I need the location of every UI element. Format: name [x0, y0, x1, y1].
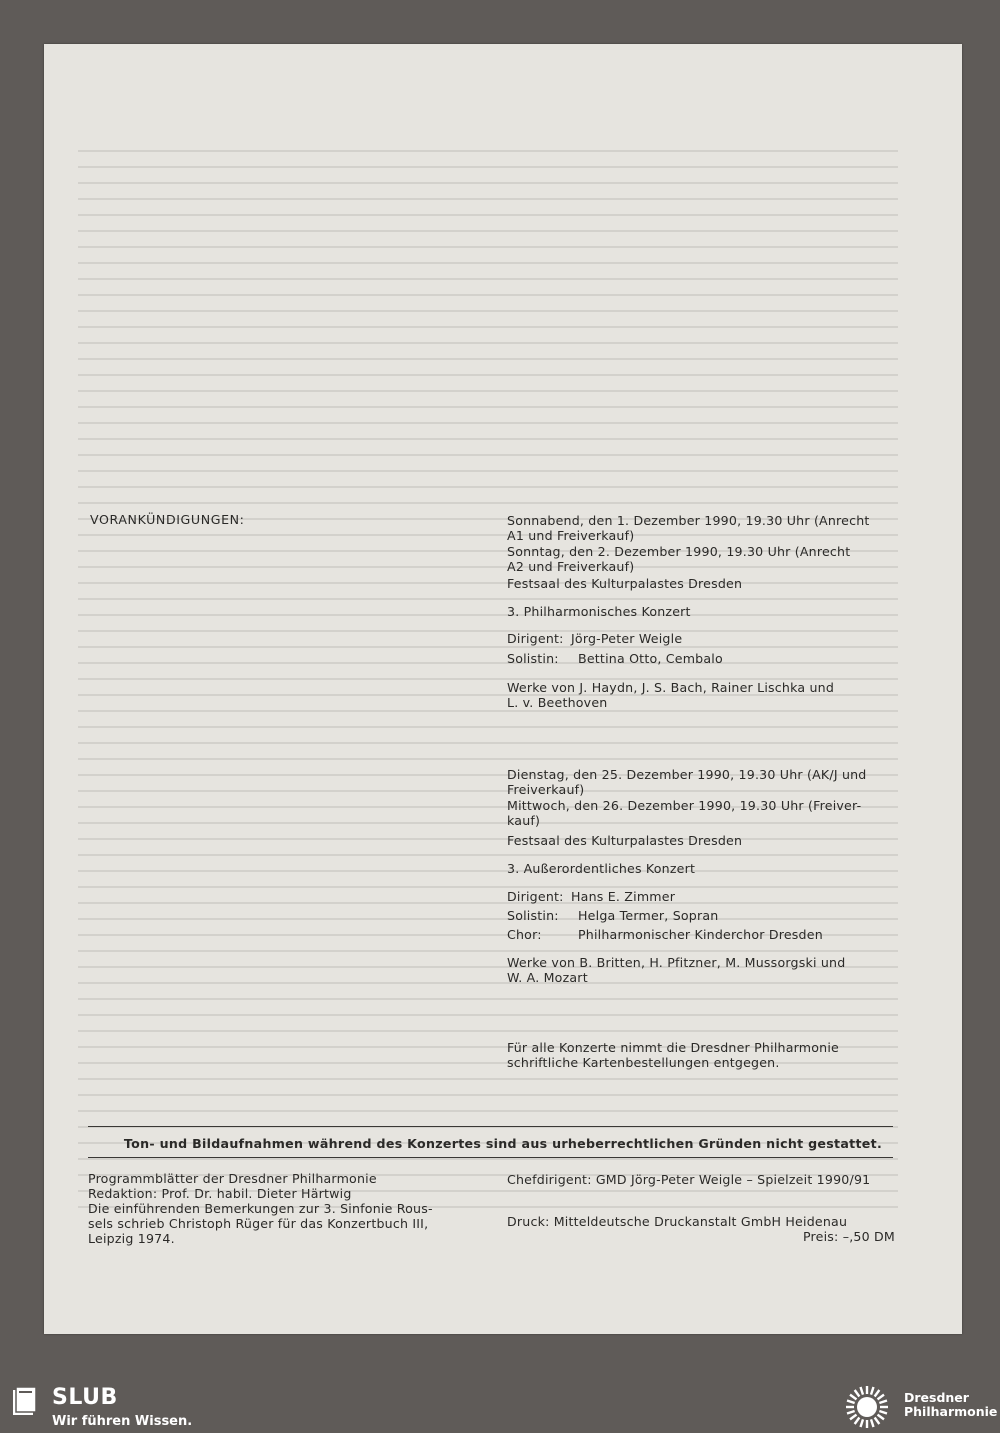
- soloist-name: Bettina Otto, Cembalo: [578, 651, 723, 666]
- dresdner-philharmonie-logo-icon[interactable]: [842, 1384, 892, 1430]
- conductor-name: Jörg-Peter Weigle: [571, 631, 683, 646]
- logo-ray: [849, 1414, 857, 1421]
- concert1-date1-cont: A1 und Freiverkauf): [507, 528, 635, 543]
- colophon-line1: Programmblätter der Dresdner Philharmonie: [88, 1171, 377, 1186]
- tickets-line1: Für alle Konzerte nimmt die Dresdner Philharmonie: [507, 1040, 839, 1055]
- recording-notice: Ton- und Bildaufnahmen während des Konzertes sind aus urheberrechtlichen Gründen nicht gestattet.: [123, 1136, 883, 1151]
- choir-label: Chor:: [507, 927, 542, 942]
- tickets-line2: schriftliche Kartenbestellungen entgegen.: [507, 1055, 780, 1070]
- dp-line1: Dresdner: [904, 1390, 969, 1405]
- colophon-line4: sels schrieb Christoph Rüger für das Konzertbuch III,: [88, 1216, 429, 1231]
- printer-line: Druck: Mitteldeutsche Druckanstalt GmbH Heidenau: [507, 1214, 848, 1229]
- logo-ray: [874, 1417, 881, 1425]
- concert1-soloist-row: [507, 651, 723, 666]
- logo-ray: [854, 1389, 861, 1397]
- conductor-label: Dirigent:: [507, 889, 564, 904]
- colophon-line5: Leipzig 1974.: [88, 1231, 175, 1246]
- price-line: Preis: –,50 DM: [802, 1229, 895, 1244]
- concert2-date2: Mittwoch, den 26. Dezember 1990, 19.30 Uhr (Freiver-: [507, 798, 862, 813]
- slub-name[interactable]: SLUB: [52, 1385, 118, 1410]
- slub-book-icon[interactable]: [12, 1387, 38, 1417]
- concert1-date2: Sonntag, den 2. Dezember 1990, 19.30 Uhr (Anrecht: [507, 544, 851, 559]
- colophon-line2: Redaktion: Prof. Dr. habil. Dieter Härtwig: [88, 1186, 352, 1201]
- concert1-title: 3. Philharmonisches Konzert: [507, 604, 691, 619]
- concert2-choir-row: [507, 927, 823, 942]
- logo-ray: [859, 1387, 864, 1395]
- concert1-works-line2: L. v. Beethoven: [507, 695, 608, 710]
- logo-ray: [877, 1394, 885, 1401]
- concert1-venue: Festsaal des Kulturpalastes Dresden: [507, 576, 743, 591]
- logo-ray: [849, 1394, 857, 1401]
- logo-ray: [854, 1417, 861, 1425]
- logo-ray: [874, 1389, 881, 1397]
- concert2-conductor-row: [507, 889, 675, 904]
- concert2-date1-cont: Freiverkauf): [507, 782, 585, 797]
- colophon-line3: Die einführenden Bemerkungen zur 3. Sinfonie Rous-: [88, 1201, 433, 1216]
- logo-ray: [870, 1419, 875, 1427]
- logo-ray: [879, 1399, 887, 1404]
- concert2-works-line2: W. A. Mozart: [507, 970, 588, 985]
- logo-ray: [846, 1406, 854, 1408]
- conductor-label: Dirigent:: [507, 631, 564, 646]
- divider-bottom: [88, 1157, 893, 1158]
- chief-conductor-line: Chefdirigent: GMD Jörg-Peter Weigle – Spielzeit 1990/91: [507, 1172, 871, 1187]
- logo-ray: [866, 1420, 868, 1428]
- announcements-heading: VORANKÜNDIGUNGEN:: [90, 512, 245, 527]
- logo-ray: [879, 1410, 887, 1415]
- soloist-label: Solistin:: [507, 651, 559, 666]
- dp-wordmark[interactable]: [904, 1391, 997, 1419]
- concert1-conductor-row: [507, 631, 682, 646]
- logo-ray: [877, 1414, 885, 1421]
- concert1-works-line1: Werke von J. Haydn, J. S. Bach, Rainer Lischka und: [507, 680, 835, 695]
- soloist-label: Solistin:: [507, 908, 559, 923]
- concert2-soloist-row: [507, 908, 718, 923]
- slub-tagline: Wir führen Wissen.: [52, 1414, 193, 1429]
- concert2-works-line1: Werke von B. Britten, H. Pfitzner, M. Mussorgski und: [507, 955, 846, 970]
- dp-line2: Philharmonie: [904, 1404, 998, 1419]
- logo-ray: [880, 1406, 888, 1408]
- concert2-date1: Dienstag, den 25. Dezember 1990, 19.30 Uhr (AK/J und: [507, 767, 867, 782]
- concert1-date2-cont: A2 und Freiverkauf): [507, 559, 635, 574]
- conductor-name: Hans E. Zimmer: [571, 889, 676, 904]
- choir-name: Philharmonischer Kinderchor Dresden: [578, 927, 823, 942]
- concert2-venue: Festsaal des Kulturpalastes Dresden: [507, 833, 743, 848]
- concert2-date2-cont: kauf): [507, 813, 541, 828]
- logo-ray: [866, 1386, 868, 1394]
- concert1-date1: Sonnabend, den 1. Dezember 1990, 19.30 Uhr (Anrecht: [507, 513, 870, 528]
- logo-ray: [870, 1387, 875, 1395]
- soloist-name: Helga Termer, Sopran: [578, 908, 719, 923]
- concert2-title: 3. Außerordentliches Konzert: [507, 861, 696, 876]
- logo-ray: [859, 1419, 864, 1427]
- logo-ray: [847, 1410, 855, 1415]
- logo-ray: [847, 1399, 855, 1404]
- divider-top: [88, 1126, 893, 1127]
